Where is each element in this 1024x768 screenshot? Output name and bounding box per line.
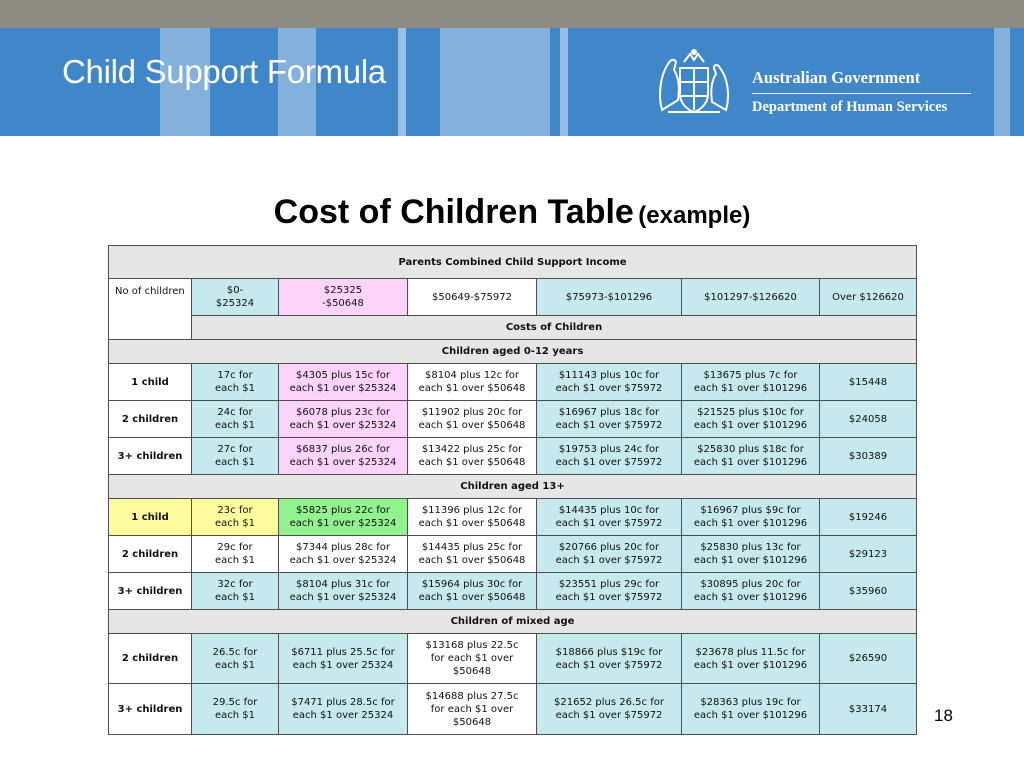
table-cell: $7471 plus 28.5c for each $1 over 25324	[279, 684, 408, 735]
row-label: 3+ children	[109, 438, 192, 475]
row-label: 2 children	[109, 401, 192, 438]
row-label: 2 children	[109, 634, 192, 684]
table-cell: $26590	[820, 634, 917, 684]
table-cell: $5825 plus 22c for each $1 over $25324	[279, 499, 408, 536]
table-cell: $14435 plus 10c for each $1 over $75972	[537, 499, 682, 536]
table-row	[109, 573, 917, 610]
table-cell: $21525 plus $10c for each $1 over $101296	[682, 401, 820, 438]
income-band: $101297-$126620	[682, 279, 820, 316]
table-cell: 27c for each $1	[192, 438, 279, 475]
header-stripe	[560, 28, 568, 136]
table-cell: $29123	[820, 536, 917, 573]
header-stripe	[440, 28, 550, 136]
table-cell: $30895 plus 20c for each $1 over $101296	[682, 573, 820, 610]
table-cell: $25830 plus $18c for each $1 over $101296	[682, 438, 820, 475]
page-number: 18	[934, 706, 953, 725]
cost-of-children-table	[108, 245, 917, 735]
table-cell: $8104 plus 12c for each $1 over $50648	[408, 364, 537, 401]
table-cell: $14688 plus 27.5c for each $1 over $50648	[408, 684, 537, 735]
section-title: Children of mixed age	[109, 610, 917, 634]
income-band: $25325 -$50648	[279, 279, 408, 316]
income-band: $75973-$101296	[537, 279, 682, 316]
table-heading	[0, 193, 1024, 232]
table-heading-main: Cost of Children Table	[273, 193, 634, 231]
slide-title: Child Support Formula	[62, 53, 386, 90]
row-label: 2 children	[109, 536, 192, 573]
table-cell: 29c for each $1	[192, 536, 279, 573]
table-cell: $6837 plus 26c for each $1 over $25324	[279, 438, 408, 475]
table-cell: 29.5c for each $1	[192, 684, 279, 735]
row-label: 1 child	[109, 364, 192, 401]
table-cell: $23551 plus 29c for each $1 over $75972	[537, 573, 682, 610]
table-cell: $28363 plus 19c for each $1 over $101296	[682, 684, 820, 735]
section-title: Children aged 13+	[109, 475, 917, 499]
government-name: Australian Government	[752, 68, 921, 87]
table-cell: $25830 plus 13c for each $1 over $101296	[682, 536, 820, 573]
table-cell: $15448	[820, 364, 917, 401]
logo-divider	[752, 93, 971, 94]
table-cell: 23c for each $1	[192, 499, 279, 536]
costs-header: Costs of Children	[192, 316, 917, 340]
table-cell: $23678 plus 11.5c for each $1 over $101296	[682, 634, 820, 684]
header-stripe	[398, 28, 406, 136]
table-cell: $11143 plus 10c for each $1 over $75972	[537, 364, 682, 401]
table-row	[109, 499, 917, 536]
header-stripe	[994, 28, 1010, 136]
section-title: Children aged 0-12 years	[109, 340, 917, 364]
table-cell: $19753 plus 24c for each $1 over $75972	[537, 438, 682, 475]
table-cell: 32c for each $1	[192, 573, 279, 610]
table-cell: $15964 plus 30c for each $1 over $50648	[408, 573, 537, 610]
income-band: Over $126620	[820, 279, 917, 316]
top-bar	[0, 0, 1024, 28]
table-cell: $18866 plus $19c for each $1 over $75972	[537, 634, 682, 684]
table-cell: $6711 plus 25.5c for each $1 over 25324	[279, 634, 408, 684]
table-cell: $8104 plus 31c for each $1 over $25324	[279, 573, 408, 610]
government-logo	[648, 46, 978, 124]
table-cell: $13422 plus 25c for each $1 over $50648	[408, 438, 537, 475]
table-cell: $24058	[820, 401, 917, 438]
table-cell: $30389	[820, 438, 917, 475]
table-cell: $13675 plus 7c for each $1 over $101296	[682, 364, 820, 401]
table-cell: $11396 plus 12c for each $1 over $50648	[408, 499, 537, 536]
income-band: $0- $25324	[192, 279, 279, 316]
department-name: Department of Human Services	[752, 99, 948, 115]
table-row	[109, 438, 917, 475]
row-label: 1 child	[109, 499, 192, 536]
table-cell: 17c for each $1	[192, 364, 279, 401]
table-row	[109, 684, 917, 735]
table-heading-sub: (example)	[638, 202, 751, 229]
table-row	[109, 401, 917, 438]
coat-of-arms-icon	[648, 46, 740, 118]
table-cell: $33174	[820, 684, 917, 735]
table-row	[109, 536, 917, 573]
table-cell: $4305 plus 15c for each $1 over $25324	[279, 364, 408, 401]
table-cell: $21652 plus 26.5c for each $1 over $75972	[537, 684, 682, 735]
table-cell: $16967 plus 18c for each $1 over $75972	[537, 401, 682, 438]
table-cell: $11902 plus 20c for each $1 over $50648	[408, 401, 537, 438]
table-cell: $35960	[820, 573, 917, 610]
table-cell: 26.5c for each $1	[192, 634, 279, 684]
income-header: Parents Combined Child Support Income	[109, 246, 917, 279]
table-cell: $7344 plus 28c for each $1 over $25324	[279, 536, 408, 573]
table-cell: $19246	[820, 499, 917, 536]
table-cell: $6078 plus 23c for each $1 over $25324	[279, 401, 408, 438]
table-cell: $16967 plus $9c for each $1 over $101296	[682, 499, 820, 536]
income-band: $50649-$75972	[408, 279, 537, 316]
row-label: 3+ children	[109, 684, 192, 735]
no-of-children-label: No of children	[109, 279, 192, 340]
row-label: 3+ children	[109, 573, 192, 610]
table-cell: $20766 plus 20c for each $1 over $75972	[537, 536, 682, 573]
table-cell: 24c for each $1	[192, 401, 279, 438]
table-row	[109, 634, 917, 684]
table-cell: $14435 plus 25c for each $1 over $50648	[408, 536, 537, 573]
table-cell: $13168 plus 22.5c for each $1 over $50648	[408, 634, 537, 684]
table-row	[109, 364, 917, 401]
